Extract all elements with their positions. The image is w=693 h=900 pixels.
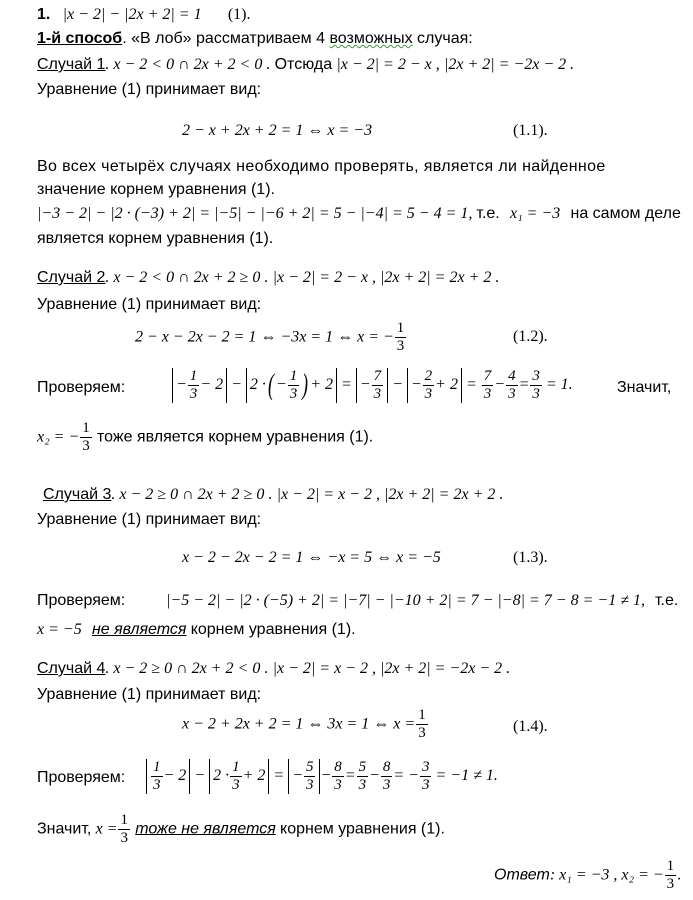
case2-condition: . x − 2 < 0 ∩ 2x + 2 ≥ 0 . xyxy=(105,269,269,286)
case1-abs-b: |2x + 2| = −2x − 2 . xyxy=(443,56,575,73)
case1-eq-intro: Уравнение (1) принимает вид: xyxy=(37,81,262,98)
case1-condition: . x − 2 < 0 ∩ 2x + 2 < 0 . xyxy=(105,56,271,73)
fraction-denominator: 3 xyxy=(382,776,391,793)
answer-line xyxy=(494,858,681,893)
method-intro: . «В лоб» рассматриваем 4 xyxy=(122,30,325,47)
case3-condition: . x − 2 ≥ 0 ∩ 2x + 2 ≥ 0 . xyxy=(111,486,273,503)
case4-line xyxy=(37,657,510,680)
fraction-numerator: 1 xyxy=(396,320,405,336)
fraction-numerator: 2 xyxy=(424,367,433,384)
case4-title: Случай 4 xyxy=(37,660,106,677)
case1-eq-number: (1.1). xyxy=(513,122,548,139)
case1-check-te: т.е. xyxy=(476,205,500,222)
fraction-denominator: 3 xyxy=(305,776,314,793)
answer-text: : x₁ = −3 , x₂ = − xyxy=(549,866,664,884)
fraction-denominator: 3 xyxy=(396,338,405,354)
method-line xyxy=(37,28,473,50)
method-title: 1-й способ xyxy=(37,30,123,47)
fraction-numerator: 1 xyxy=(666,858,675,874)
case2-line xyxy=(37,266,499,289)
fraction-denominator: 3 xyxy=(508,385,516,402)
case3-eq-number: (1.3). xyxy=(513,549,548,566)
fraction-numerator: 5 xyxy=(358,758,367,775)
case4-root-fraction xyxy=(118,812,130,847)
task-number: 1. xyxy=(37,6,51,23)
case2-equation-text: 2 − x − 2x − 2 = 1 ⇔ −3x = 1 ⇔ x = − xyxy=(135,328,394,346)
case1-abs-a: |x − 2| = 2 − x , xyxy=(336,56,440,73)
case4-tail: корнем уравнения (1). xyxy=(280,820,445,838)
case4-eq-fraction xyxy=(416,707,428,742)
case3-title: Случай 3 xyxy=(43,486,112,503)
fraction-denominator: 3 xyxy=(120,830,128,846)
fraction-denominator: 3 xyxy=(483,385,492,402)
case4-eq-number: (1.4). xyxy=(513,718,548,735)
case3-not-root: не является xyxy=(91,621,187,638)
fraction-numerator: 8 xyxy=(382,758,391,775)
case1-check-expr: |−3 − 2| − |2 · (−3) + 2| = |−5| − |−6 + 2| = 5 − |−4| = 5 − 4 = 1, xyxy=(37,205,477,222)
case4-equation-text: x − 2 + 2x + 2 = 1 ⇔ 3x = 1 ⇔ x = xyxy=(182,715,416,733)
case3-abs: |x − 2| = x − 2 , |2x + 2| = 2x + 2 . xyxy=(276,486,504,503)
case3-line xyxy=(43,483,503,506)
case4-condition: . x − 2 ≥ 0 ∩ 2x + 2 < 0 . xyxy=(105,660,269,677)
case2-eq-fraction xyxy=(395,320,407,355)
case2-root-line xyxy=(37,420,373,455)
case3-check-te: т.е. xyxy=(655,592,679,609)
case4-equation xyxy=(182,707,429,742)
case3-equation: x − 2 − 2x − 2 = 1 ⇔ −x = 5 ⇔ x = −5 xyxy=(182,549,441,566)
fraction-denominator: 3 xyxy=(424,385,433,402)
case3-check-expr: |−5 − 2| − |2 · (−5) + 2| = |−7| − |−10 + 2| = 7 − |−8| = 7 − 8 = −1 ≠ 1, xyxy=(166,592,645,609)
case1-note-1: Во всех четырёх случаях необходимо проверять, является ли найденное xyxy=(37,158,606,175)
answer-fraction xyxy=(665,858,677,893)
fraction-denominator: 3 xyxy=(418,725,426,741)
case2-conclusion: Значит, xyxy=(617,379,672,396)
fraction-numerator: 1 xyxy=(189,367,198,384)
case4-check-label: Проверяем: xyxy=(37,769,126,786)
case3-result-line xyxy=(37,618,356,641)
answer-end: . xyxy=(677,866,682,884)
task-equation: |x − 2| − |2x + 2| = 1 xyxy=(62,6,202,23)
fraction-numerator: 1 xyxy=(232,758,240,775)
fraction-numerator: 3 xyxy=(532,367,540,384)
case1-root: x₁ = −3 xyxy=(509,205,561,222)
case3-tail: корнем уравнения (1). xyxy=(190,621,356,638)
fraction-denominator: 3 xyxy=(289,385,298,402)
fraction-numerator: 1 xyxy=(289,367,298,384)
case1-check-post: на самом деле xyxy=(570,205,681,222)
case2-check-result: = 1. xyxy=(545,376,573,393)
fraction-numerator: 1 xyxy=(82,420,90,436)
method-intro-end: случая: xyxy=(417,30,473,47)
fraction-numerator: 1 xyxy=(418,707,426,723)
case3-root: x = −5 xyxy=(37,621,82,638)
case4-eq-intro: Уравнение (1) принимает вид: xyxy=(37,686,262,703)
fraction-denominator: 3 xyxy=(532,385,540,402)
answer-label: Ответ xyxy=(494,866,550,884)
case4-check-result: = −1 ≠ 1. xyxy=(435,767,498,784)
fraction-denominator: 3 xyxy=(232,776,240,793)
fraction-numerator: 7 xyxy=(373,367,382,384)
fraction-denominator: 3 xyxy=(82,438,90,454)
fraction-denominator: 3 xyxy=(153,776,161,793)
fraction-numerator: 8 xyxy=(334,758,342,775)
case2-abs: |x − 2| = 2 − x , |2x + 2| = 2x + 2 . xyxy=(272,269,500,286)
case2-root-text: тоже является корнем уравнения (1). xyxy=(97,428,374,446)
fraction-denominator: 3 xyxy=(334,776,342,793)
case4-abs: |x − 2| = x − 2 , |2x + 2| = −2x − 2 . xyxy=(272,660,511,677)
fraction-numerator: 7 xyxy=(483,367,492,384)
case2-title: Случай 2 xyxy=(37,269,106,286)
task-header xyxy=(37,3,250,26)
case1-title: Случай 1 xyxy=(37,56,106,73)
fraction-denominator: 3 xyxy=(421,776,430,793)
case4-check-expr: $\frac{1}{3}$ − 2 − 2 · $\frac{1}{3}$ + 2 = − $\frac{5}{3}$ − $\frac{8}{3}$ = $\frac{5}{3}$ − $\frac{8}{3}$ = − $\frac{3}{3}$ = −1 ≠ 1. xyxy=(146,748,498,804)
case1-check xyxy=(37,202,681,225)
fraction-denominator: 3 xyxy=(666,876,675,892)
case2-eq-intro: Уравнение (1) принимает вид: xyxy=(37,296,262,313)
case3-eq-intro: Уравнение (1) принимает вид: xyxy=(37,511,262,528)
fraction-numerator: 1 xyxy=(120,812,128,828)
case3-check-label: Проверяем: xyxy=(37,592,126,609)
fraction-numerator: 5 xyxy=(305,758,314,775)
case2-check-expr: − $\frac{1}{3}$ − 2 − 2 ·( − $\frac{1}{3}$ ) + 2 = − $\frac{7}{3}$ − − $\frac{2}{3}$ + 2 = $\frac{7}{3}$ − $\frac{4}{3}$ = $\frac{3}{3}$ = 1. xyxy=(172,357,573,413)
fraction-denominator: 3 xyxy=(373,385,382,402)
case2-eq-number: (1.2). xyxy=(513,328,548,345)
case2-check-label: Проверяем: xyxy=(37,379,126,396)
case1-then: Отсюда xyxy=(274,56,333,73)
fraction-numerator: 4 xyxy=(508,367,516,384)
case2-equation xyxy=(135,320,407,355)
case1-check-line2: является корнем уравнения (1). xyxy=(37,230,274,247)
fraction-numerator: 3 xyxy=(421,758,430,775)
case1-equation: 2 − x + 2x + 2 = 1 ⇔ x = −3 xyxy=(182,122,373,139)
case1-note-2: значение корнем уравнения (1). xyxy=(37,181,275,198)
method-wavy-word: возможных xyxy=(329,30,413,47)
case4-not-root: тоже не является xyxy=(135,820,276,838)
case4-conclusion-line xyxy=(37,812,445,847)
fraction-denominator: 3 xyxy=(358,776,367,793)
case1-line xyxy=(37,53,574,76)
fraction-numerator: 1 xyxy=(153,758,161,775)
case4-conclusion: Значит, xyxy=(37,820,92,838)
case2-root-fraction xyxy=(80,420,92,455)
case4-root: x = xyxy=(95,820,118,838)
task-label: (1). xyxy=(227,6,251,23)
fraction-denominator: 3 xyxy=(189,385,198,402)
case2-root: x₂ = − xyxy=(37,428,80,446)
